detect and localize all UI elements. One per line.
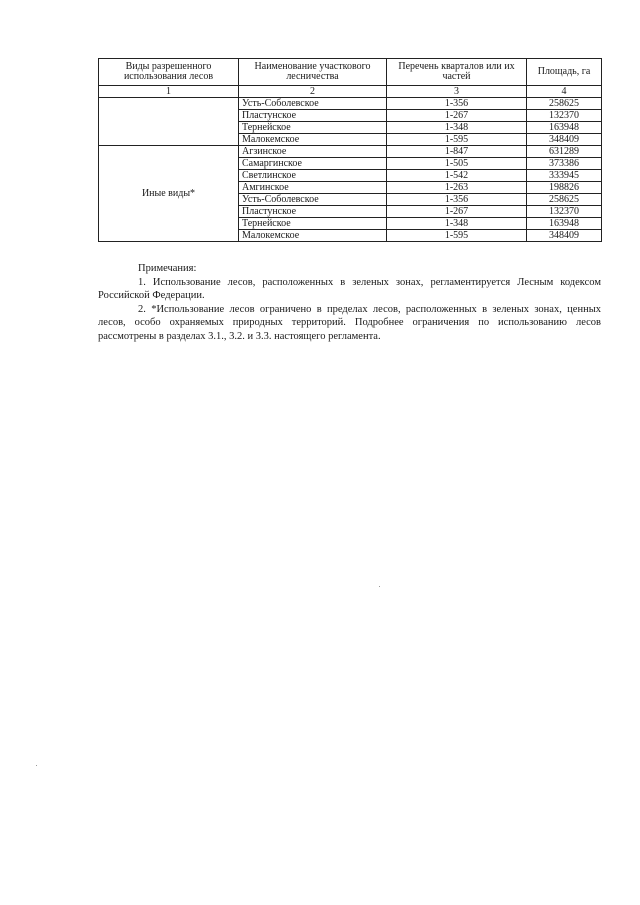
area-cell: 258625 <box>527 98 602 110</box>
forestry-name-cell: Самаргинское <box>239 158 387 170</box>
area-cell: 132370 <box>527 110 602 122</box>
quarters-cell: 1-267 <box>387 110 527 122</box>
quarters-cell: 1-356 <box>387 98 527 110</box>
forestry-name-cell: Усть-Соболевское <box>239 98 387 110</box>
column-number: 3 <box>387 86 527 98</box>
notes-title: Примечания: <box>138 263 197 274</box>
use-type-cell <box>99 98 239 146</box>
area-cell: 333945 <box>527 170 602 182</box>
column-number: 4 <box>527 86 602 98</box>
group1-rows <box>99 98 602 146</box>
table-number-row <box>99 86 602 98</box>
area-cell: 163948 <box>527 122 602 134</box>
forestry-name-cell: Светлинское <box>239 170 387 182</box>
quarters-cell: 1-505 <box>387 158 527 170</box>
note-item: 1. Использование лесов, расположенных в зеленых зонах, регламентируется Лесным кодексом Российской Федерации. <box>98 276 601 301</box>
quarters-cell: 1-348 <box>387 218 527 230</box>
area-cell: 132370 <box>527 206 602 218</box>
quarters-cell: 1-348 <box>387 122 527 134</box>
area-cell: 163948 <box>527 218 602 230</box>
forestry-name-cell: Агзинское <box>239 146 387 158</box>
area-cell: 348409 <box>527 134 602 146</box>
forestry-name-cell: Пластунское <box>239 110 387 122</box>
area-cell: 348409 <box>527 230 602 242</box>
notes-section <box>98 262 601 343</box>
quarters-cell: 1-847 <box>387 146 527 158</box>
scan-speck <box>379 586 380 587</box>
use-type-cell: Иные виды* <box>99 146 239 242</box>
quarters-cell: 1-542 <box>387 170 527 182</box>
area-cell: 258625 <box>527 194 602 206</box>
forestry-name-cell: Тернейское <box>239 218 387 230</box>
table-header-row <box>99 59 602 86</box>
quarters-cell: 1-595 <box>387 134 527 146</box>
table-row <box>99 98 602 110</box>
forest-use-table <box>98 58 602 242</box>
header-use-type: Виды разрешенного использования лесов <box>99 59 239 86</box>
area-cell: 373386 <box>527 158 602 170</box>
forestry-name-cell: Малокемское <box>239 134 387 146</box>
forestry-name-cell: Амгинское <box>239 182 387 194</box>
quarters-cell: 1-356 <box>387 194 527 206</box>
forestry-name-cell: Тернейское <box>239 122 387 134</box>
group2-rows <box>99 146 602 242</box>
quarters-cell: 1-263 <box>387 182 527 194</box>
forestry-name-cell: Пластунское <box>239 206 387 218</box>
header-forestry-name: Наименование участкового лесничества <box>239 59 387 86</box>
quarters-cell: 1-595 <box>387 230 527 242</box>
column-number: 2 <box>239 86 387 98</box>
forestry-name-cell: Усть-Соболевское <box>239 194 387 206</box>
note-item: 2. *Использование лесов ограничено в пределах лесов, расположенных в зеленых зонах, ценных лесов, особо охраняемых природных территорий. Подробнее ограничения по использованию лесов рассмотрены в разделах 3.1., 3.2. и 3.3. настоящего регламента. <box>98 303 601 342</box>
area-cell: 631289 <box>527 146 602 158</box>
forestry-name-cell: Малокемское <box>239 230 387 242</box>
scan-speck <box>36 765 37 766</box>
area-cell: 198826 <box>527 182 602 194</box>
table-row <box>99 146 602 158</box>
column-number: 1 <box>99 86 239 98</box>
quarters-cell: 1-267 <box>387 206 527 218</box>
header-area: Площадь, га <box>527 59 602 86</box>
header-quarters: Перечень кварталов или их частей <box>387 59 527 86</box>
